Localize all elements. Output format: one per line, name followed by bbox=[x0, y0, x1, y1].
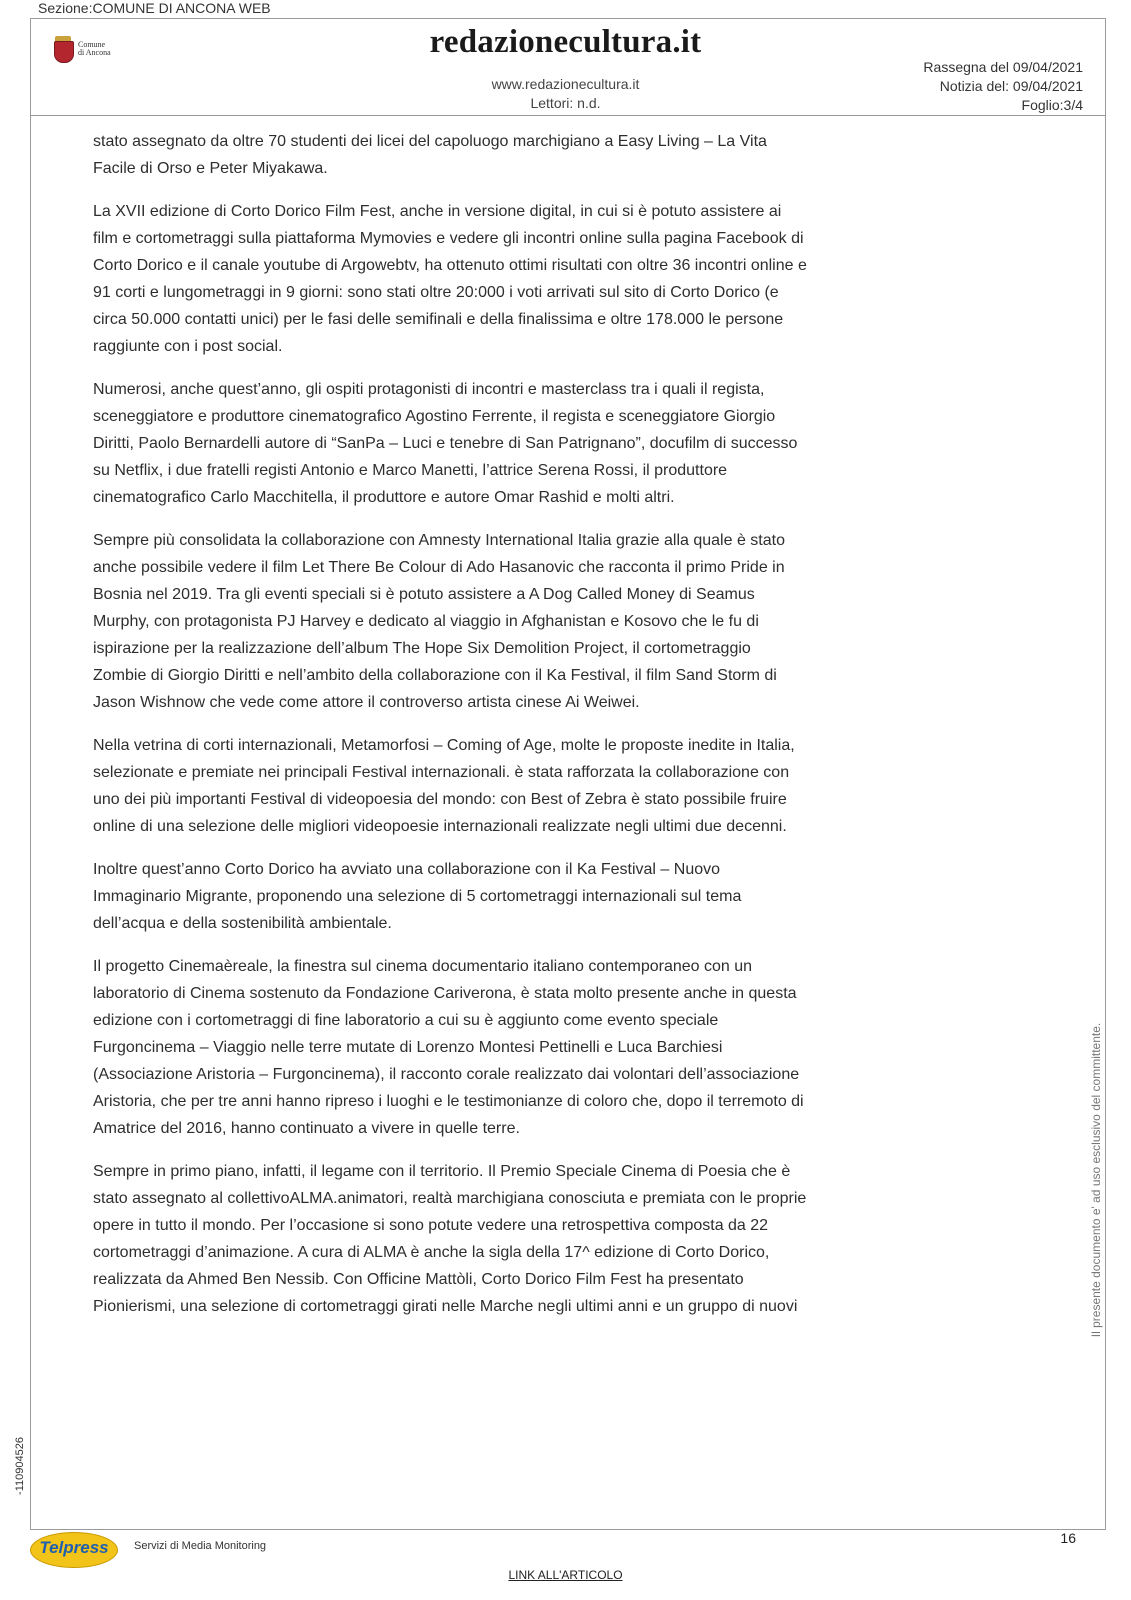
article-paragraph: Nella vetrina di corti internazionali, Metamorfosi – Coming of Age, molte le proposte inedite in Italia, selezionate e premiate nei principali Festival internazionali. è stata rafforzata la collaborazione con uno dei più importanti Festival di videopoesia del mondo: con Best of Zebra è stato possibile fruire online di una selezione delle migliori videopoesie internazionali realizzate negli ultimi due decenni. bbox=[93, 737, 795, 835]
servizi-label: Servizi di Media Monitoring bbox=[134, 1540, 267, 1552]
article-paragraph: Sempre in primo piano, infatti, il legame con il territorio. Il Premio Speciale Cinema di Poesia che è stato assegnato al collettivoALMA.animatori, realtà marchigiana conosciuta e premiata con le proprie opere in tutto il mondo. Per l’occasione si sono potute vedere una retrospettiva composta da 22 cortometraggi d’animazione. A cura di ALMA è anche la sigla della 17^ edizione di Corto Dorico, realizzata da Ahmed Ben Nessib. Con Officine Mattòli, Corto Dorico Film Fest ha presentato Pionierismi, una selezione di cortometraggi girati nelle Marche negli ultimi anni e un gruppo di nuovi bbox=[93, 1163, 807, 1315]
article-paragraph: La XVII edizione di Corto Dorico Film Fest, anche in versione digital, in cui si è potuto assistere ai film e cortometraggi sulla piattaforma Mymovies e vedere gli incontri online sulla pagina Facebook di Corto Dorico e il canale youtube di Argowebtv, ha ottenuto ottimi risultati con oltre 36 incontri online e 91 corti e lungometraggi in 9 giorni: sono stati oltre 20:000 i voti arrivati sul sito di Corto Dorico (e circa 50.000 contatti unici) per le fasi delle semifinali e della finalissima e oltre 178.000 le persone raggiunte con i post social. bbox=[93, 203, 807, 355]
article-paragraph: stato assegnato da oltre 70 studenti dei licei del capoluogo marchigiano a Easy Living – La Vita Facile di Orso e Peter Miyakawa. bbox=[93, 133, 767, 177]
telpress-logo: Telpress bbox=[30, 1532, 118, 1566]
article-body bbox=[93, 128, 808, 1336]
rassegna-date: Rassegna del 09/04/2021 bbox=[923, 59, 1083, 75]
masthead-title: redazionecultura.it bbox=[429, 24, 702, 60]
foglio-label: Foglio:3/4 bbox=[1021, 97, 1083, 113]
article-paragraph: Numerosi, anche quest’anno, gli ospiti protagonisti di incontri e masterclass tra i quali il regista, sceneggiatore e produttore cinematografico Agostino Ferrente, il regista e sceneggiatore Giorgio Diritti, Paolo Bernardelli autore di “SanPa – Luci e tenebre di San Patrignano”, docufilm di successo su Netflix, i due fratelli registi Antonio e Marco Manetti, l’attrice Serena Rossi, il produttore cinematografico Carlo Macchitella, il produttore e autore Omar Rashid e molti altri. bbox=[93, 381, 798, 506]
document-code-vertical: -110904526 bbox=[14, 1437, 26, 1495]
notizia-date: Notizia del: 09/04/2021 bbox=[939, 78, 1083, 94]
article-paragraph: Il progetto Cinemaèreale, la finestra sul cinema documentario italiano contemporaneo con un laboratorio di Cinema sostenuto da Fondazione Cariverona, è stata molto presente anche in questa edizione con i cortometraggi di fine laboratorio a cui su è aggiunto come evento speciale Furgoncinema – Viaggio nelle terre mutate di Lorenzo Montesi Pettinelli e Luca Barchiesi (Associazione Aristoria – Furgoncinema), il racconto corale realizzato dai volontari dell’associazione Aristoria, che per tre anni hanno ripreso i luoghi e le testimonianze di coloro che, dopo il terremoto di Amatrice del 2016, hanno continuato a vivere in quelle terre. bbox=[93, 958, 804, 1137]
header-divider bbox=[30, 115, 1106, 116]
disclaimer-vertical: Il presente documento e' ad uso esclusivo del committente. bbox=[1089, 1022, 1103, 1338]
lettori-label: Lettori: n.d. bbox=[530, 95, 601, 111]
site-url: www.redazionecultura.it bbox=[491, 76, 640, 92]
document-meta bbox=[923, 58, 1083, 115]
article-link[interactable]: LINK ALL'ARTICOLO bbox=[508, 1568, 623, 1582]
page-number: 16 bbox=[1060, 1530, 1076, 1546]
article-paragraph: Inoltre quest’anno Corto Dorico ha avviato una collaborazione con il Ka Festival – Nuovo Immaginario Migrante, proponendo una selezione di 5 cortometraggi internazionali sul tema dell’acqua e della sostenibilità ambientale. bbox=[93, 861, 742, 932]
comune-logo-text: Comune di Ancona bbox=[78, 40, 111, 57]
sezione-label: Sezione:COMUNE DI ANCONA WEB bbox=[38, 0, 271, 16]
article-paragraph: Sempre più consolidata la collaborazione con Amnesty International Italia grazie alla quale è stato anche possibile vedere il film Let There Be Colour di Ado Hasanovic che racconta il primo Pride in Bosnia nel 2019. Tra gli eventi speciali si è potuto assistere a A Dog Called Money di Seamus Murphy, con protagonista PJ Harvey e dedicato al viaggio in Afghanistan e Kosovo che le fu di ispirazione per la realizzazione dell’album The Hope Six Demolition Project, il cortometraggio Zombie di Giorgio Diritti e nell’ambito della collaborazione con il Ka Festival, il film Sand Storm di Jason Wishnow che vede come attore il controverso artista cinese Ai Weiwei. bbox=[93, 532, 785, 711]
